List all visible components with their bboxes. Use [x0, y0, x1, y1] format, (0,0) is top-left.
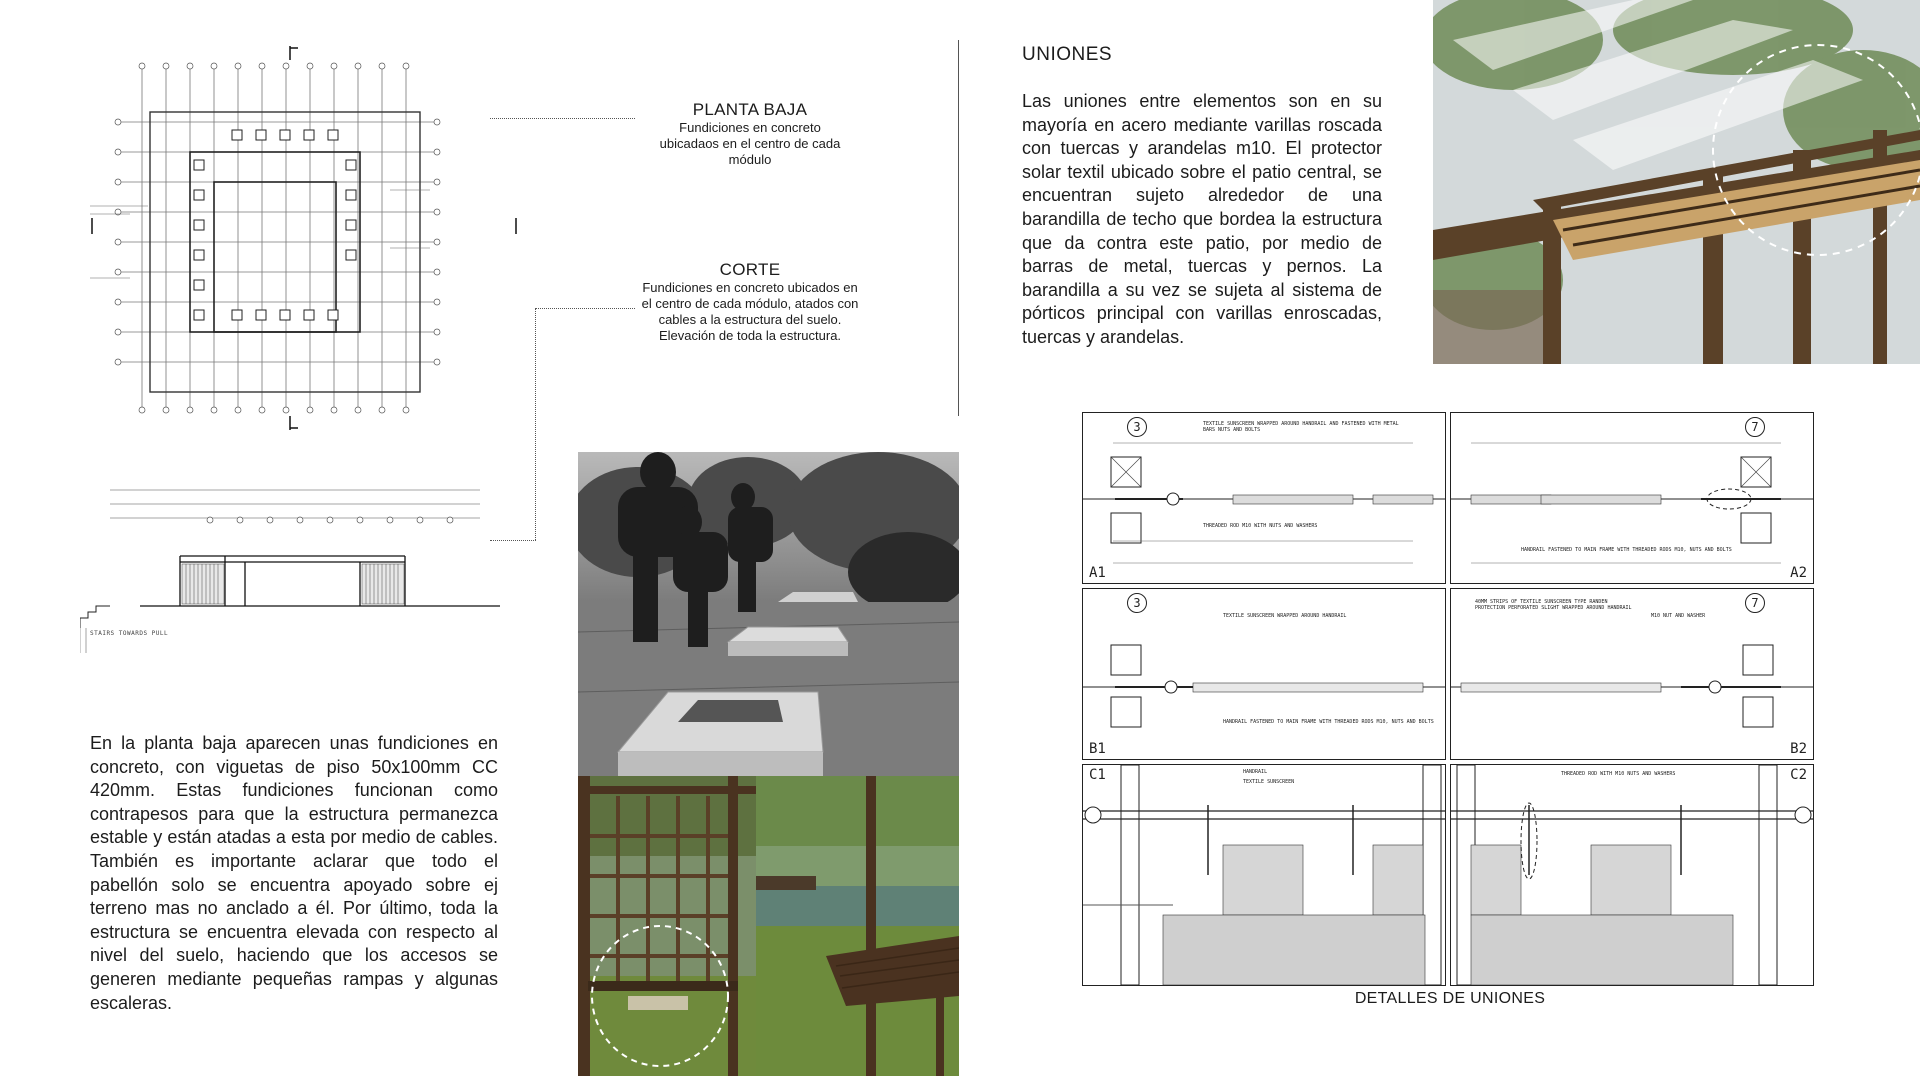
detail-note2-a1: THREADED ROD M10 WITH NUTS AND WASHERS	[1203, 523, 1318, 529]
detail-label-c1: C1	[1089, 767, 1106, 783]
planta-baja-body: Fundiciones en concreto ubicadaos en el centro de cada módulo	[659, 120, 841, 167]
detail-label-c2: C2	[1790, 767, 1807, 783]
grid-bubble-7b: 7	[1745, 593, 1765, 613]
detail-note2-b1: HANDRAIL FASTENED TO MAIN FRAME WITH THREADED RODS M10, NUTS AND BOLTS	[1223, 719, 1434, 725]
detail-label-a2: A2	[1790, 565, 1807, 581]
section-leader-line	[535, 308, 635, 310]
detail-note2-b2: M10 NUT AND WASHER	[1651, 613, 1706, 619]
stairs-note: STAIRS TOWARDS PULL	[90, 630, 169, 637]
grid-bubble-3: 3	[1127, 417, 1147, 437]
corte-body: Fundiciones en concreto ubicados en el centro de cada módulo, atados con cables a la estructura del suelo. Elevación de toda la estructura.	[641, 280, 859, 343]
detail-note-c2: THREADED ROD WITH M10 NUTS AND WASHERS	[1561, 771, 1676, 777]
detail-panel-a1	[1082, 412, 1446, 584]
planta-baja-caption	[640, 100, 860, 168]
section-leader-vertical	[535, 308, 537, 540]
detail-label-a1: A1	[1089, 565, 1106, 581]
grid-bubble-7: 7	[1745, 417, 1765, 437]
uniones-body: Las uniones entre elementos son en su mayoría en acero mediante varillas roscada con tuercas y arandelas m10. El protector solar textil ubicado sobre el patio central, se encuentran sujeto alrededor de una barandilla de techo que bordea la estructura que da contra este patio, por medio de barras de metal, tuercas y pernos. La barandilla a su vez se sujeta al sistema de pórticos principal con varillas enroscadas, tuercas y arandelas.	[1022, 91, 1382, 347]
detail-note-b2: 40MM STRIPS OF TEXTILE SUNSCREEN TYPE RANDEN PROTECTION PERFORATED SLIGHT WRAPPED AROUND HANDRAIL	[1475, 599, 1632, 611]
detail-panel-c1	[1082, 764, 1446, 986]
left-paragraph: En la planta baja aparecen unas fundiciones en concreto, con viguetas de piso 50x100mm CC 420mm. Estas fundiciones funcionan como contrapesos para que la estructura permanezca estable y están atadas a esta por medio de cables. También es importante aclarar que todo el pabellón solo se encuentra apoyado sobre ej terreno mas no anclado a él. Por último, toda la estructura se encuentra elevada con respecto al nivel del suelo, haciendo que los accesos se generen mediante pequeñas rampas y algunas escaleras.	[90, 733, 498, 1013]
detail-label-b2: B2	[1790, 741, 1807, 757]
detail-note-b1: TEXTILE SUNSCREEN WRAPPED AROUND HANDRAIL	[1223, 613, 1347, 619]
detail-panel-a2	[1450, 412, 1814, 584]
detail-panel-b1	[1082, 588, 1446, 760]
detail-note-a2: HANDRAIL FASTENED TO MAIN FRAME WITH THREADED RODS M10, NUTS AND BOLTS	[1521, 547, 1732, 553]
floor-plan-drawing	[90, 38, 530, 438]
corte-title: CORTE	[719, 260, 781, 279]
detail-panel-b2	[1450, 588, 1814, 760]
plan-leader-line	[490, 118, 635, 120]
detail-note-c1: HANDRAIL	[1243, 769, 1268, 775]
detail-label-b1: B1	[1089, 741, 1106, 757]
deck-photo	[756, 776, 959, 1076]
grid-bubble-3b: 3	[1127, 593, 1147, 613]
roof-photo	[1433, 0, 1920, 364]
section-drawing	[80, 478, 500, 658]
column-divider	[958, 40, 959, 416]
detail-panel-c2	[1450, 764, 1814, 986]
detail-note2-c1: TEXTILE SUNSCREEN	[1243, 779, 1295, 785]
lattice-photo	[578, 776, 756, 1076]
uniones-title: UNIONES	[1022, 44, 1113, 65]
corte-caption	[640, 260, 860, 344]
planta-baja-title: PLANTA BAJA	[692, 100, 808, 119]
workers-photo	[578, 452, 959, 776]
detalles-caption: DETALLES DE UNIONES	[1354, 990, 1546, 1007]
detail-note-a1: TEXTILE SUNSCREEN WRAPPED AROUND HANDRAIL AND FASTENED WITH METAL BARS NUTS AND BOLTS	[1203, 421, 1399, 433]
